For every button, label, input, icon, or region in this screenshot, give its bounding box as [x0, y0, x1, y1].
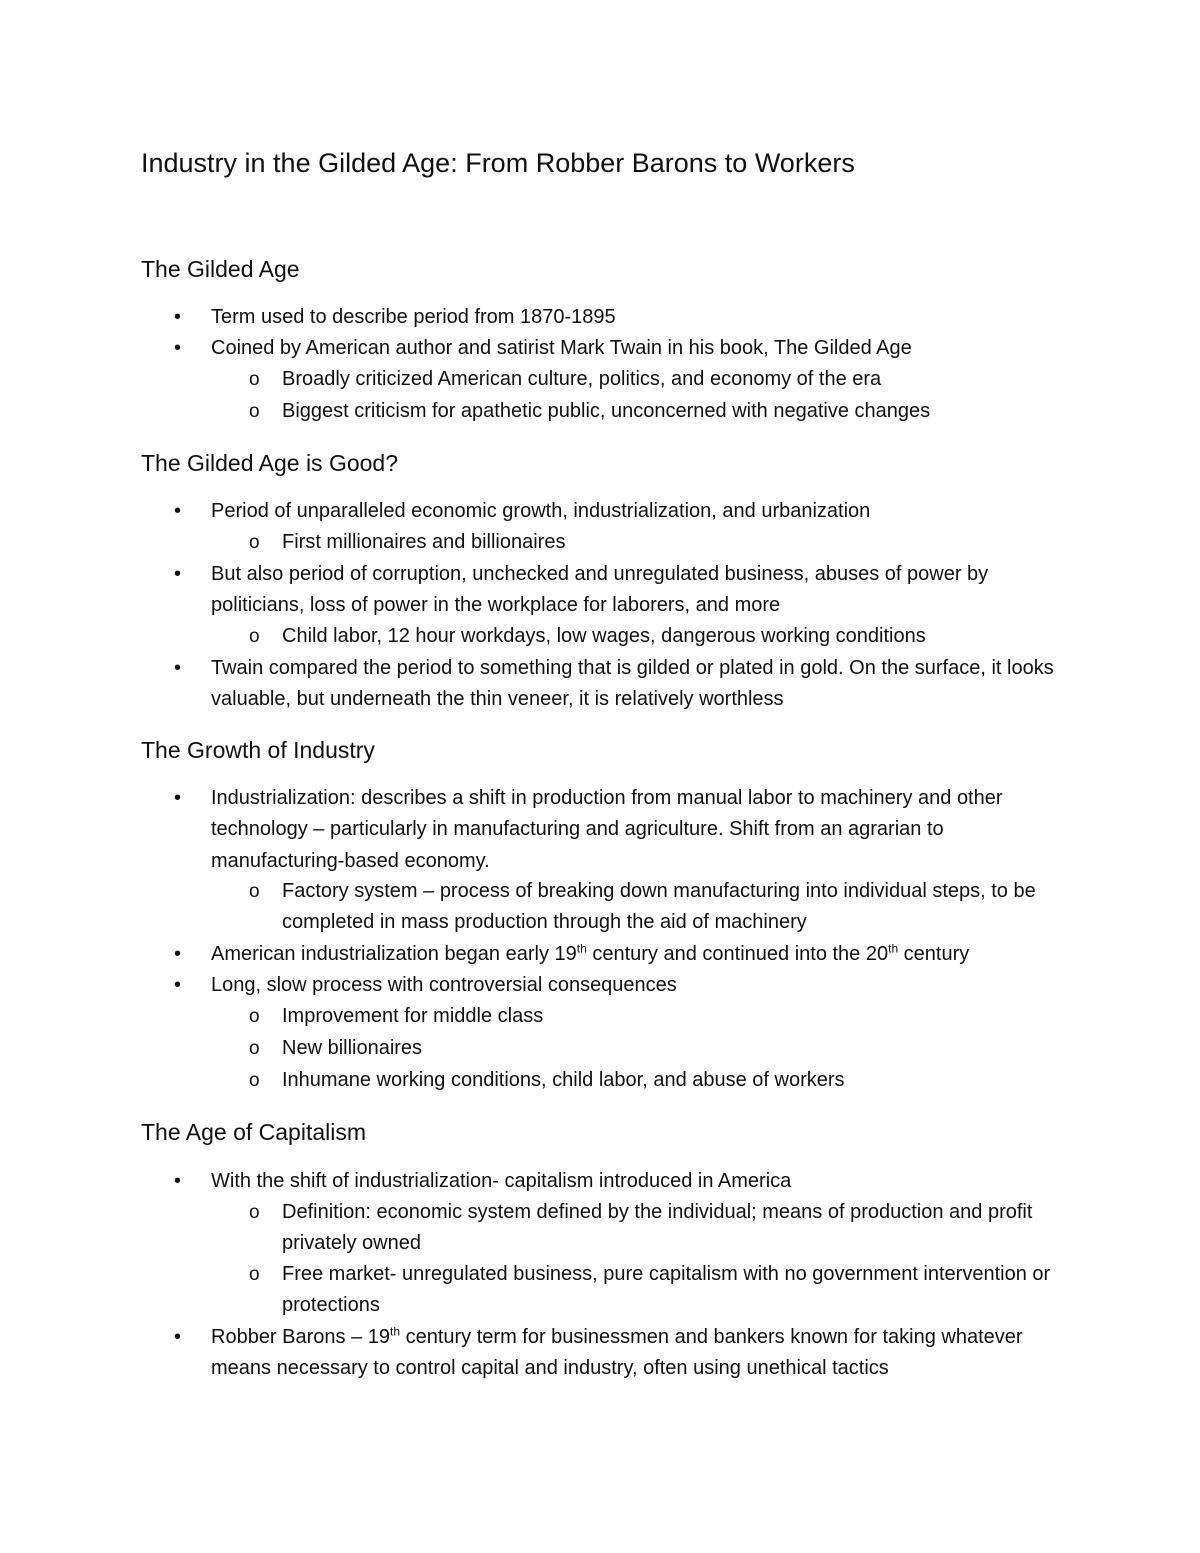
bullet-item — [174, 496, 1071, 527]
superscript-ordinal: th — [888, 941, 899, 956]
bullet-marker: • — [174, 1170, 182, 1192]
bullet-text: With the shift of industrialization- capitalism introduced in America — [211, 1170, 792, 1192]
bullet-item — [174, 559, 1071, 622]
sub-bullet-item — [249, 396, 1072, 427]
bullet-text: But also period of corruption, unchecked and unregulated business, abuses of power by politicians, loss of power in the workplace for laborers, and more — [211, 563, 989, 617]
sub-bullet-text: Definition: economic system defined by the individual; means of production and profit privately owned — [282, 1201, 1033, 1255]
bullet-text: Coined by American author and satirist Mark Twain in his book, The Gilded Age — [211, 337, 912, 359]
superscript-ordinal: th — [576, 941, 587, 956]
sub-bullet-text: Inhumane working conditions, child labor, and abuse of workers — [282, 1069, 845, 1091]
bullet-item — [174, 1322, 1071, 1385]
sub-bullet-marker: o — [249, 532, 260, 553]
bullet-text: Long, slow process with controversial consequences — [211, 974, 677, 996]
sub-bullet-marker: o — [249, 1202, 260, 1223]
bullet-marker: • — [174, 563, 182, 585]
sub-bullet-text: Child labor, 12 hour workdays, low wages, dangerous working conditions — [282, 625, 926, 647]
sub-bullet-item — [249, 1033, 1072, 1064]
sub-bullet-text: Factory system – process of breaking down manufacturing into individual steps, to be completed in mass production through the aid of machinery — [282, 880, 1036, 934]
sub-bullet-text: New billionaires — [282, 1037, 423, 1059]
bullet-text: Industrialization: describes a shift in production from manual labor to machinery and other technology – particularly in manufacturing and agriculture. Shift from an agrarian to manufacturing-based economy. — [211, 787, 1003, 872]
bullet-text: Period of unparalleled economic growth, industrialization, and urbanization — [211, 500, 871, 522]
sub-bullet-text: Free market- unregulated business, pure capitalism with no government intervention or protections — [282, 1263, 1051, 1317]
bullet-marker: • — [174, 306, 182, 328]
sub-bullet-item — [249, 1197, 1072, 1260]
bullet-text: Twain compared the period to something that is gilded or plated in gold. On the surface, it looks valuable, but underneath the thin veneer, it is relatively worthless — [211, 657, 1054, 711]
sub-bullet-item — [249, 1259, 1072, 1322]
sub-bullet-marker: o — [249, 1006, 260, 1027]
bullet-item — [174, 970, 1071, 1001]
sub-bullet-item — [249, 527, 1072, 558]
bullet-item — [174, 333, 1071, 364]
sub-bullet-item — [249, 364, 1072, 395]
sub-bullet-marker: o — [249, 401, 260, 422]
sub-bullet-marker: o — [249, 626, 260, 647]
sub-bullet-text: Biggest criticism for apathetic public, unconcerned with negative changes — [282, 400, 931, 422]
bullet-text-segment: century term for businessmen and bankers known for taking whatever means necessary to control capital and industry, often using unethical tactics — [211, 1326, 1023, 1380]
bullet-item — [174, 1166, 1071, 1197]
bullet-text-segment: American industrialization began early 19 — [211, 943, 577, 965]
bullet-marker: • — [174, 657, 182, 679]
sub-bullet-text: First millionaires and billionaires — [282, 531, 566, 553]
sub-bullet-marker: o — [249, 1038, 260, 1059]
sub-bullet-text: Broadly criticized American culture, politics, and economy of the era — [282, 368, 882, 390]
sub-bullet-marker: o — [249, 881, 260, 902]
bullet-marker: • — [174, 1326, 182, 1348]
sub-bullet-text: Improvement for middle class — [282, 1005, 544, 1027]
sub-bullet-marker: o — [249, 369, 260, 390]
bullet-item — [174, 939, 1071, 970]
bullet-item — [174, 653, 1071, 716]
sub-bullet-marker: o — [249, 1264, 260, 1285]
bullet-marker: • — [174, 337, 182, 359]
section-heading-gilded-age-good: The Gilded Age is Good? — [141, 450, 398, 476]
sub-bullet-item — [249, 876, 1072, 939]
sub-bullet-item — [249, 1001, 1072, 1032]
sub-bullet-item — [249, 1065, 1072, 1096]
bullet-item — [174, 302, 1071, 333]
bullet-marker: • — [174, 787, 182, 809]
bullet-marker: • — [174, 943, 182, 965]
bullet-text-segment: Robber Barons – 19 — [211, 1326, 391, 1348]
bullet-marker: • — [174, 500, 182, 522]
sub-bullet-item — [249, 621, 1072, 652]
section-heading-age-of-capitalism: The Age of Capitalism — [141, 1119, 367, 1145]
sub-bullet-marker: o — [249, 1070, 260, 1091]
bullet-item — [174, 783, 1071, 877]
bullet-text-segment: century — [898, 943, 970, 965]
document-title: Industry in the Gilded Age: From Robber Barons to Workers — [141, 148, 855, 178]
section-heading-growth-of-industry: The Growth of Industry — [141, 737, 375, 763]
bullet-text-segment: century and continued into the 20 — [586, 943, 889, 965]
bullet-text: Term used to describe period from 1870-1895 — [211, 306, 616, 328]
superscript-ordinal: th — [390, 1324, 401, 1339]
section-heading-gilded-age: The Gilded Age — [141, 256, 300, 282]
bullet-marker: • — [174, 974, 182, 996]
